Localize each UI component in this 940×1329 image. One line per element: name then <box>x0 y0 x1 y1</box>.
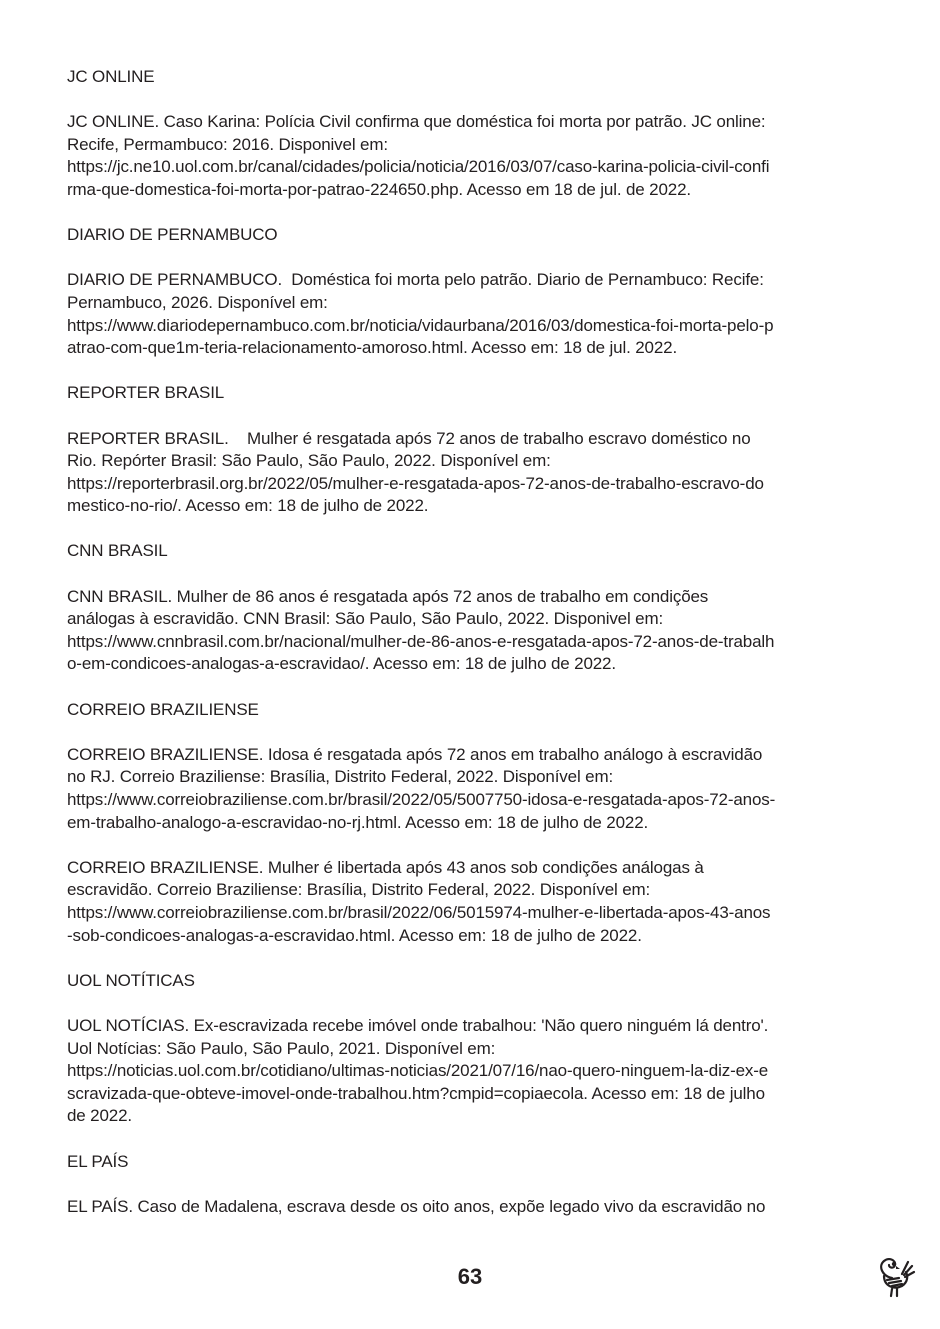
reference-line: CNN BRASIL. Mulher de 86 anos é resgatada após 72 anos de trabalho em condições <box>67 586 709 606</box>
reference-line: https://www.correiobraziliense.com.br/brasil/2022/06/5015974-mulher-e-libertada-apos-43-anos <box>67 902 771 922</box>
reference-line: Rio. Repórter Brasil: São Paulo, São Paulo, 2022. Disponível em: <box>67 451 551 471</box>
references-list <box>67 66 877 1241</box>
section-heading: REPORTER BRASIL <box>67 383 225 403</box>
reference-line: de 2022. <box>67 1106 132 1126</box>
sankofa-bird-icon <box>872 1254 916 1298</box>
reference-line: JC ONLINE. Caso Karina: Polícia Civil confirma que doméstica foi morta por patrão. JC online: <box>67 112 766 132</box>
reference-line: DIARIO DE PERNAMBUCO. Doméstica foi morta pelo patrão. Diario de Pernambuco: Recife: <box>67 270 764 290</box>
reference-line: https://www.diariodepernambuco.com.br/noticia/vidaurbana/2016/03/domestica-foi-morta-pelo-p <box>67 315 774 335</box>
reference-line: análogas à escravidão. CNN Brasil: São Paulo, São Paulo, 2022. Disponivel em: <box>67 609 664 629</box>
reference-line: Pernambuco, 2026. Disponível em: <box>67 292 328 312</box>
reference-line: https://www.correiobraziliense.com.br/brasil/2022/05/5007750-idosa-e-resgatada-apos-72-anos- <box>67 790 776 809</box>
reference-line: https://jc.ne10.uol.com.br/canal/cidades/policia/noticia/2016/03/07/caso-karina-policia-civil-confi <box>67 157 770 177</box>
reference-line: Recife, Permambuco: 2016. Disponivel em: <box>67 134 388 154</box>
reference-line: CORREIO BRAZILIENSE. Idosa é resgatada após 72 anos em trabalho análogo à escravidão <box>67 744 763 764</box>
reference-entry <box>67 1196 877 1219</box>
section-heading: EL PAÍS <box>67 1151 129 1171</box>
reference-line: no RJ. Correio Braziliense: Brasília, Distrito Federal, 2022. Disponível em: <box>67 767 614 787</box>
reference-entry <box>67 1015 877 1128</box>
reference-line: rma-que-domestica-foi-morta-por-patrao-224650.php. Acesso em 18 de jul. de 2022. <box>67 179 691 199</box>
section-heading: CNN BRASIL <box>67 541 168 561</box>
section-heading: JC ONLINE <box>67 67 155 86</box>
reference-line: scravizada-que-obteve-imovel-onde-trabalhou.htm?cmpid=copiaecola. Acesso em: 18 de julho <box>67 1083 765 1103</box>
reference-line: atrao-com-que1m-teria-relacionamento-amoroso.html. Acesso em: 18 de jul. 2022. <box>67 338 678 358</box>
reference-entry <box>67 744 877 834</box>
reference-entry <box>67 857 877 947</box>
reference-entry <box>67 269 877 359</box>
reference-line: mestico-no-rio/. Acesso em: 18 de julho de 2022. <box>67 496 429 516</box>
reference-line: CORREIO BRAZILIENSE. Mulher é libertada após 43 anos sob condições análogas à <box>67 857 704 877</box>
reference-line: -sob-condicoes-analogas-a-escravidao.html. Acesso em: 18 de julho de 2022. <box>67 925 642 945</box>
reference-line: https://noticias.uol.com.br/cotidiano/ultimas-noticias/2021/07/16/nao-quero-ninguem-la-diz-ex-e <box>67 1061 769 1081</box>
reference-line: REPORTER BRASIL. Mulher é resgatada após 72 anos de trabalho escravo doméstico no <box>67 428 751 448</box>
section-heading: CORREIO BRAZILIENSE <box>67 699 259 719</box>
section-heading: UOL NOTÍTICAS <box>67 970 195 990</box>
reference-line: https://reporterbrasil.org.br/2022/05/mulher-e-resgatada-apos-72-anos-de-trabalho-escravo-do <box>67 473 764 493</box>
reference-entry <box>67 428 877 518</box>
reference-line: https://www.cnnbrasil.com.br/nacional/mulher-de-86-anos-e-resgatada-apos-72-anos-de-trabalh <box>67 631 775 651</box>
reference-line: em-trabalho-analogo-a-escravidao-no-rj.html. Acesso em: 18 de julho de 2022. <box>67 812 649 832</box>
reference-line: EL PAÍS. Caso de Madalena, escrava desde os oito anos, expõe legado vivo da escravidão no <box>67 1196 766 1216</box>
page-number: 63 <box>457 1264 483 1289</box>
reference-line: escravidão. Correio Braziliense: Brasília, Distrito Federal, 2022. Disponível em: <box>67 880 651 900</box>
reference-entry <box>67 111 877 201</box>
section-heading: DIARIO DE PERNAMBUCO <box>67 225 278 245</box>
reference-line: Uol Notícias: São Paulo, São Paulo, 2021. Disponível em: <box>67 1038 496 1058</box>
reference-line: UOL NOTÍCIAS. Ex-escravizada recebe imóvel onde trabalhou: 'Não quero ninguém lá dentro'. <box>67 1015 769 1035</box>
reference-entry <box>67 586 877 676</box>
reference-line: o-em-condicoes-analogas-a-escravidao/. Acesso em: 18 de julho de 2022. <box>67 654 616 674</box>
